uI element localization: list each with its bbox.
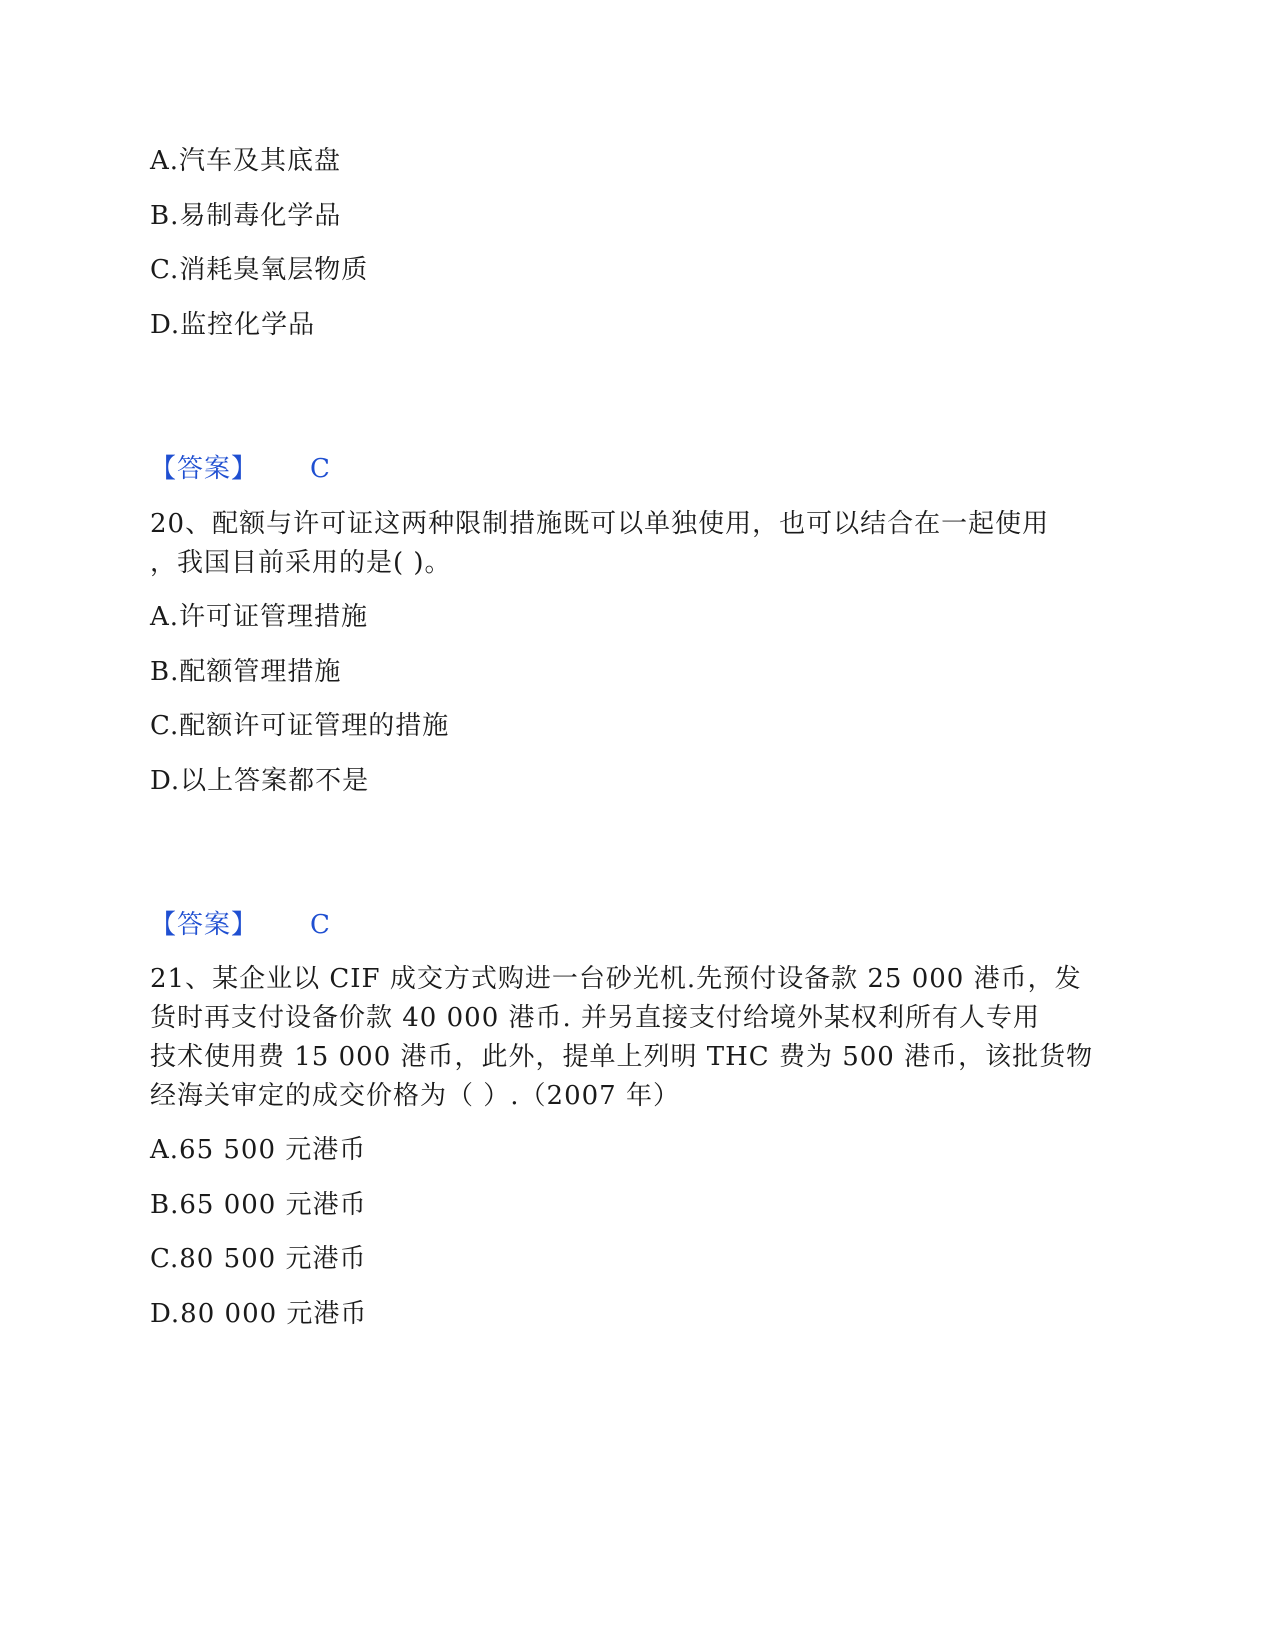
- q19-option-c: C.消耗臭氧层物质: [150, 255, 369, 285]
- q20-option-d: D.以上答案都不是: [150, 766, 370, 796]
- q21-stem-line-4: 经海关审定的成交价格为（ ）.（2007 年）: [150, 1081, 680, 1111]
- q20-stem-line-2: ，我国目前采用的是( )。: [150, 548, 452, 578]
- q20-answer: [150, 909, 330, 941]
- q21-stem-line-2: 货时再支付设备价款 40 000 港币. 并另直接支付给境外某权利所有人专用: [150, 1003, 1041, 1033]
- q21-option-c: C.80 500 元港币: [150, 1244, 367, 1274]
- q20-answer-label: 【答案】: [150, 910, 259, 940]
- q19-option-b: B.易制毒化学品: [150, 201, 342, 231]
- q21-stem-line-3: 技术使用费 15 000 港币，此外，提单上列明 THC 费为 500 港币，该批货物: [150, 1042, 1094, 1072]
- q19-option-d: D.监控化学品: [150, 310, 316, 340]
- q19-answer-label: 【答案】: [150, 454, 259, 484]
- q20-option-b: B.配额管理措施: [150, 657, 342, 687]
- q20-option-c: C.配额许可证管理的措施: [150, 711, 450, 741]
- q20-stem-line-1: 20、配额与许可证这两种限制措施既可以单独使用，也可以结合在一起使用: [150, 509, 1050, 539]
- q21-option-d: D.80 000 元港币: [150, 1299, 368, 1329]
- q20-option-a: A.许可证管理措施: [150, 602, 369, 632]
- q19-answer-value: C: [310, 454, 330, 484]
- q21-stem-line-1: 21、某企业以 CIF 成交方式购进一台砂光机.先预付设备款 25 000 港币，发: [150, 964, 1082, 994]
- q21-option-a: A.65 500 元港币: [150, 1135, 367, 1165]
- q21-option-b: B.65 000 元港币: [150, 1190, 367, 1220]
- q20-answer-value: C: [310, 910, 330, 940]
- q19-answer: [150, 453, 330, 485]
- q19-option-a: A.汽车及其底盘: [150, 146, 342, 176]
